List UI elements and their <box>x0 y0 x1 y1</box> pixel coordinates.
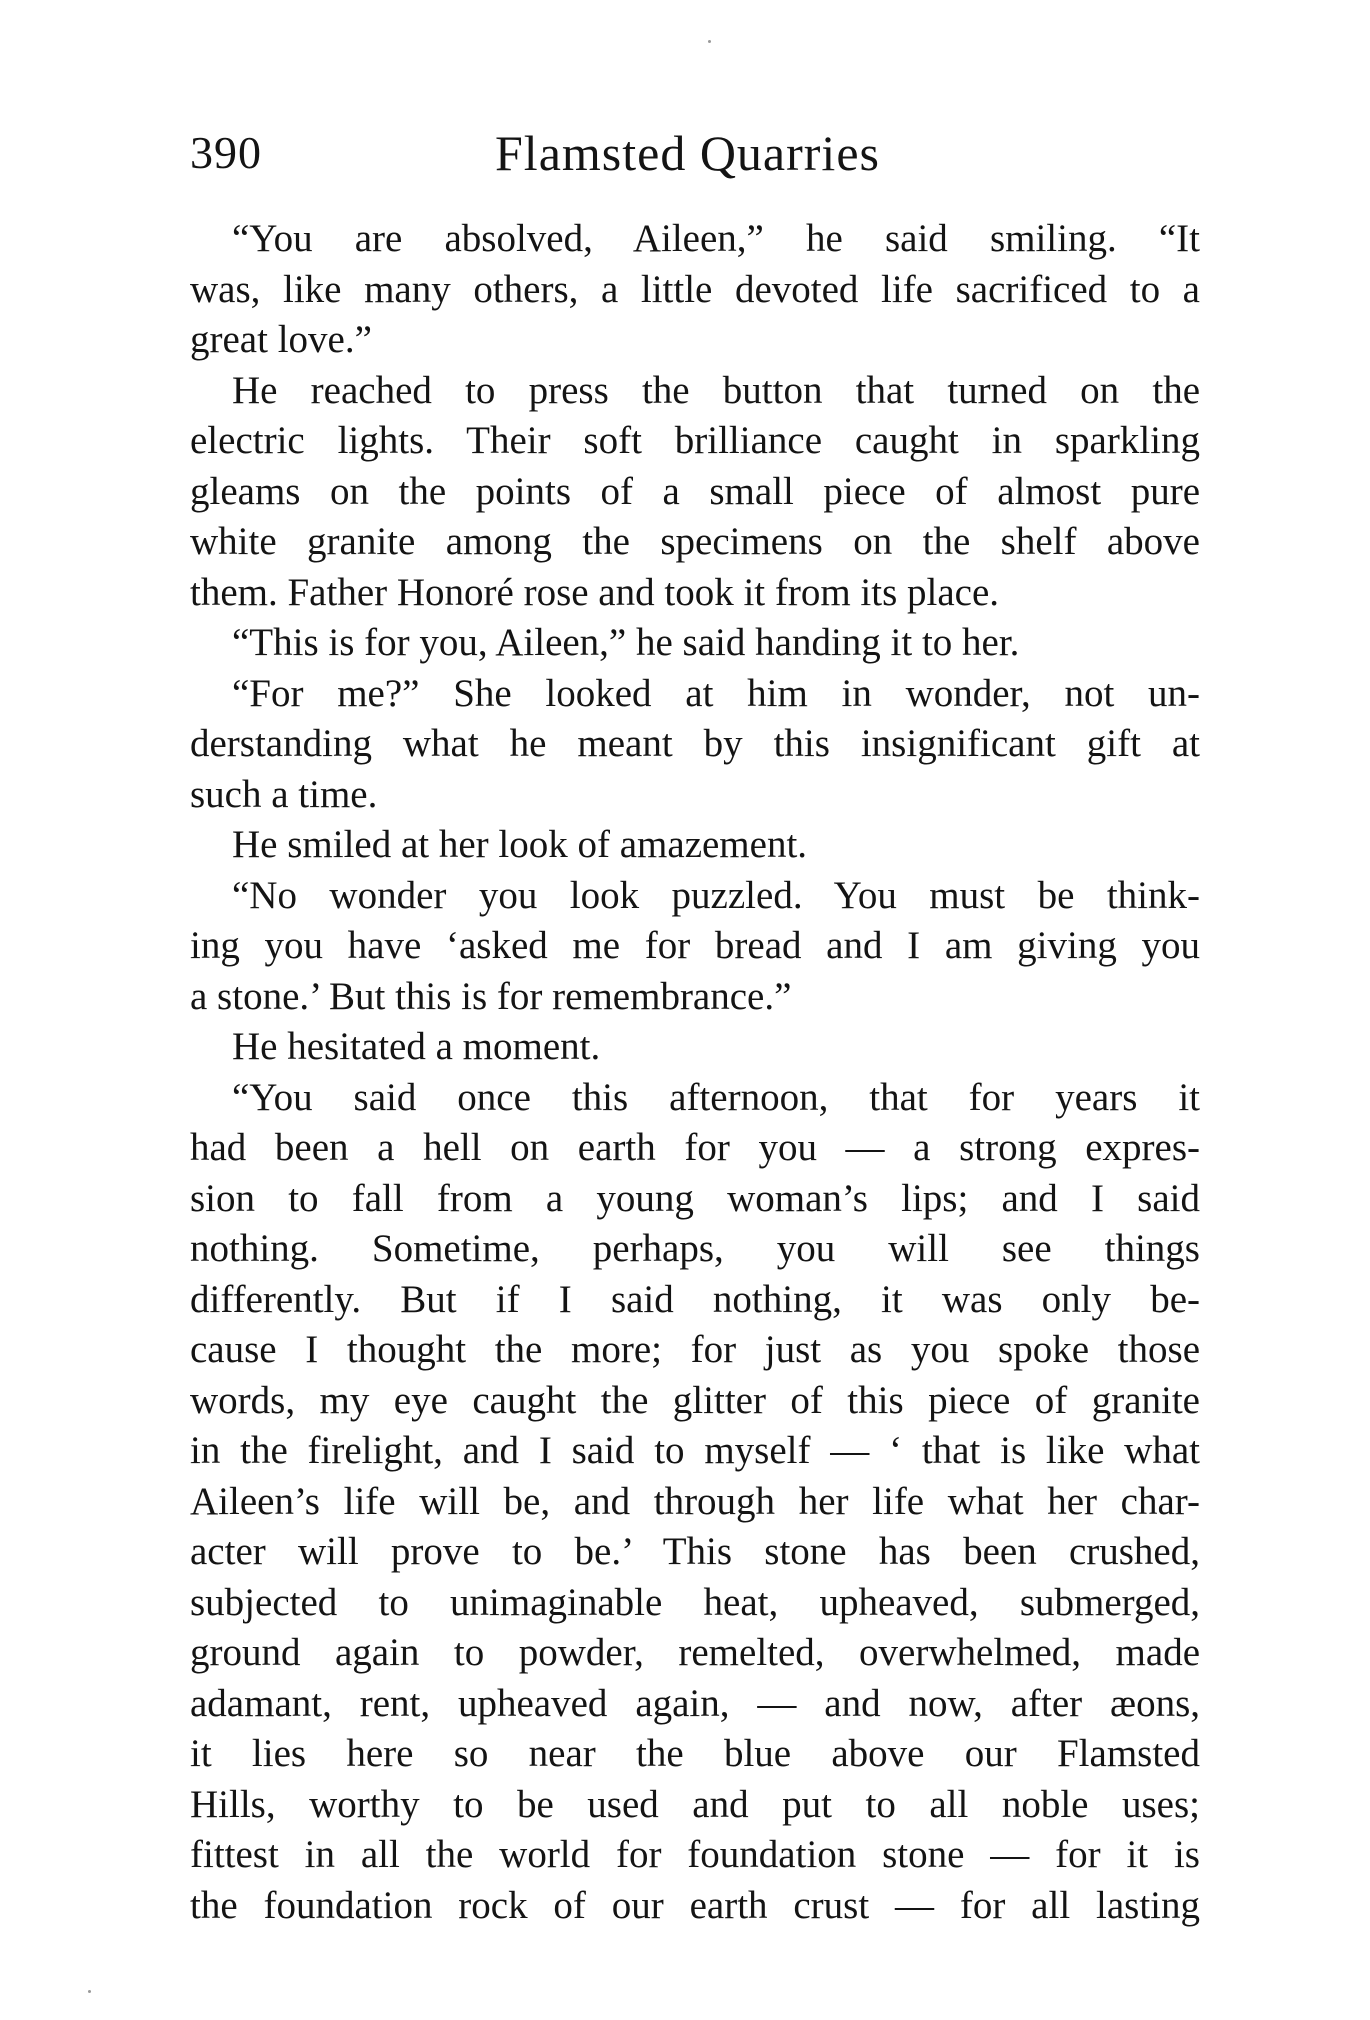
paper-speck <box>708 40 711 43</box>
text-line: ing you have ‘asked me for bread and I am giving you <box>190 924 1200 967</box>
text-line: He reached to press the button that turned on the <box>232 368 1200 412</box>
text-line: cause I thought the more; for just as you spoke those <box>190 1328 1200 1371</box>
text-line: electric lights. Their soft brilliance caught in sparkling <box>190 419 1200 462</box>
running-title: Flamsted Quarries <box>495 125 880 181</box>
text-line: in the firelight, and I said to myself — ‘ that is like what <box>190 1429 1200 1472</box>
paper-speck <box>88 1990 91 1993</box>
text-line: ground again to powder, remelted, overwhelmed, made <box>190 1631 1200 1674</box>
text-line: fittest in all the world for foundation stone — for it is <box>190 1833 1200 1876</box>
text-line: “For me?” She looked at him in wonder, not un- <box>232 671 1200 715</box>
text-line: subjected to unimaginable heat, upheaved, submerged, <box>190 1580 1200 1624</box>
text-line: great love.” <box>190 318 372 361</box>
text-line: nothing. Sometime, perhaps, you will see things <box>190 1227 1200 1270</box>
text-line: sion to fall from a young woman’s lips; and I said <box>190 1176 1200 1220</box>
text-line: He smiled at her look of amazement. <box>232 823 808 866</box>
text-line: “This is for you, Aileen,” he said handing it to her. <box>232 621 1020 664</box>
text-line: them. Father Honoré rose and took it from its place. <box>190 570 1000 614</box>
text-line: gleams on the points of a small piece of almost pure <box>190 469 1200 513</box>
page-number: 390 <box>190 127 262 178</box>
text-line: was, like many others, a little devoted life sacrificed to a <box>190 267 1200 311</box>
text-line: Aileen’s life will be, and through her life what her char- <box>190 1479 1200 1523</box>
text-line: He hesitated a moment. <box>232 1025 601 1068</box>
text-line: differently. But if I said nothing, it was only be- <box>190 1277 1200 1321</box>
text-line: acter will prove to be.’ This stone has been crushed, <box>190 1530 1200 1573</box>
text-line: a stone.’ But this is for remembrance.” <box>190 974 792 1018</box>
text-line: words, my eye caught the glitter of this piece of granite <box>190 1378 1200 1422</box>
text-line: the foundation rock of our earth crust — for all lasting <box>190 1883 1200 1927</box>
text-line: “You said once this afternoon, that for years it <box>232 1075 1200 1119</box>
text-line: white granite among the specimens on the shelf above <box>190 520 1200 563</box>
text-line: Hills, worthy to be used and put to all noble uses; <box>190 1782 1200 1826</box>
text-line: derstanding what he meant by this insignificant gift at <box>190 722 1200 765</box>
text-line: such a time. <box>190 772 378 816</box>
text-line: it lies here so near the blue above our Flamsted <box>190 1732 1200 1775</box>
text-line: had been a hell on earth for you — a strong expres- <box>190 1126 1200 1169</box>
text-line: “No wonder you look puzzled. You must be think- <box>232 873 1200 917</box>
text-line: adamant, rent, upheaved again, — and now, after æons, <box>190 1681 1200 1725</box>
text-line: “You are absolved, Aileen,” he said smiling. “It <box>232 217 1200 260</box>
body-text <box>190 214 1200 1931</box>
running-head <box>190 118 1200 188</box>
